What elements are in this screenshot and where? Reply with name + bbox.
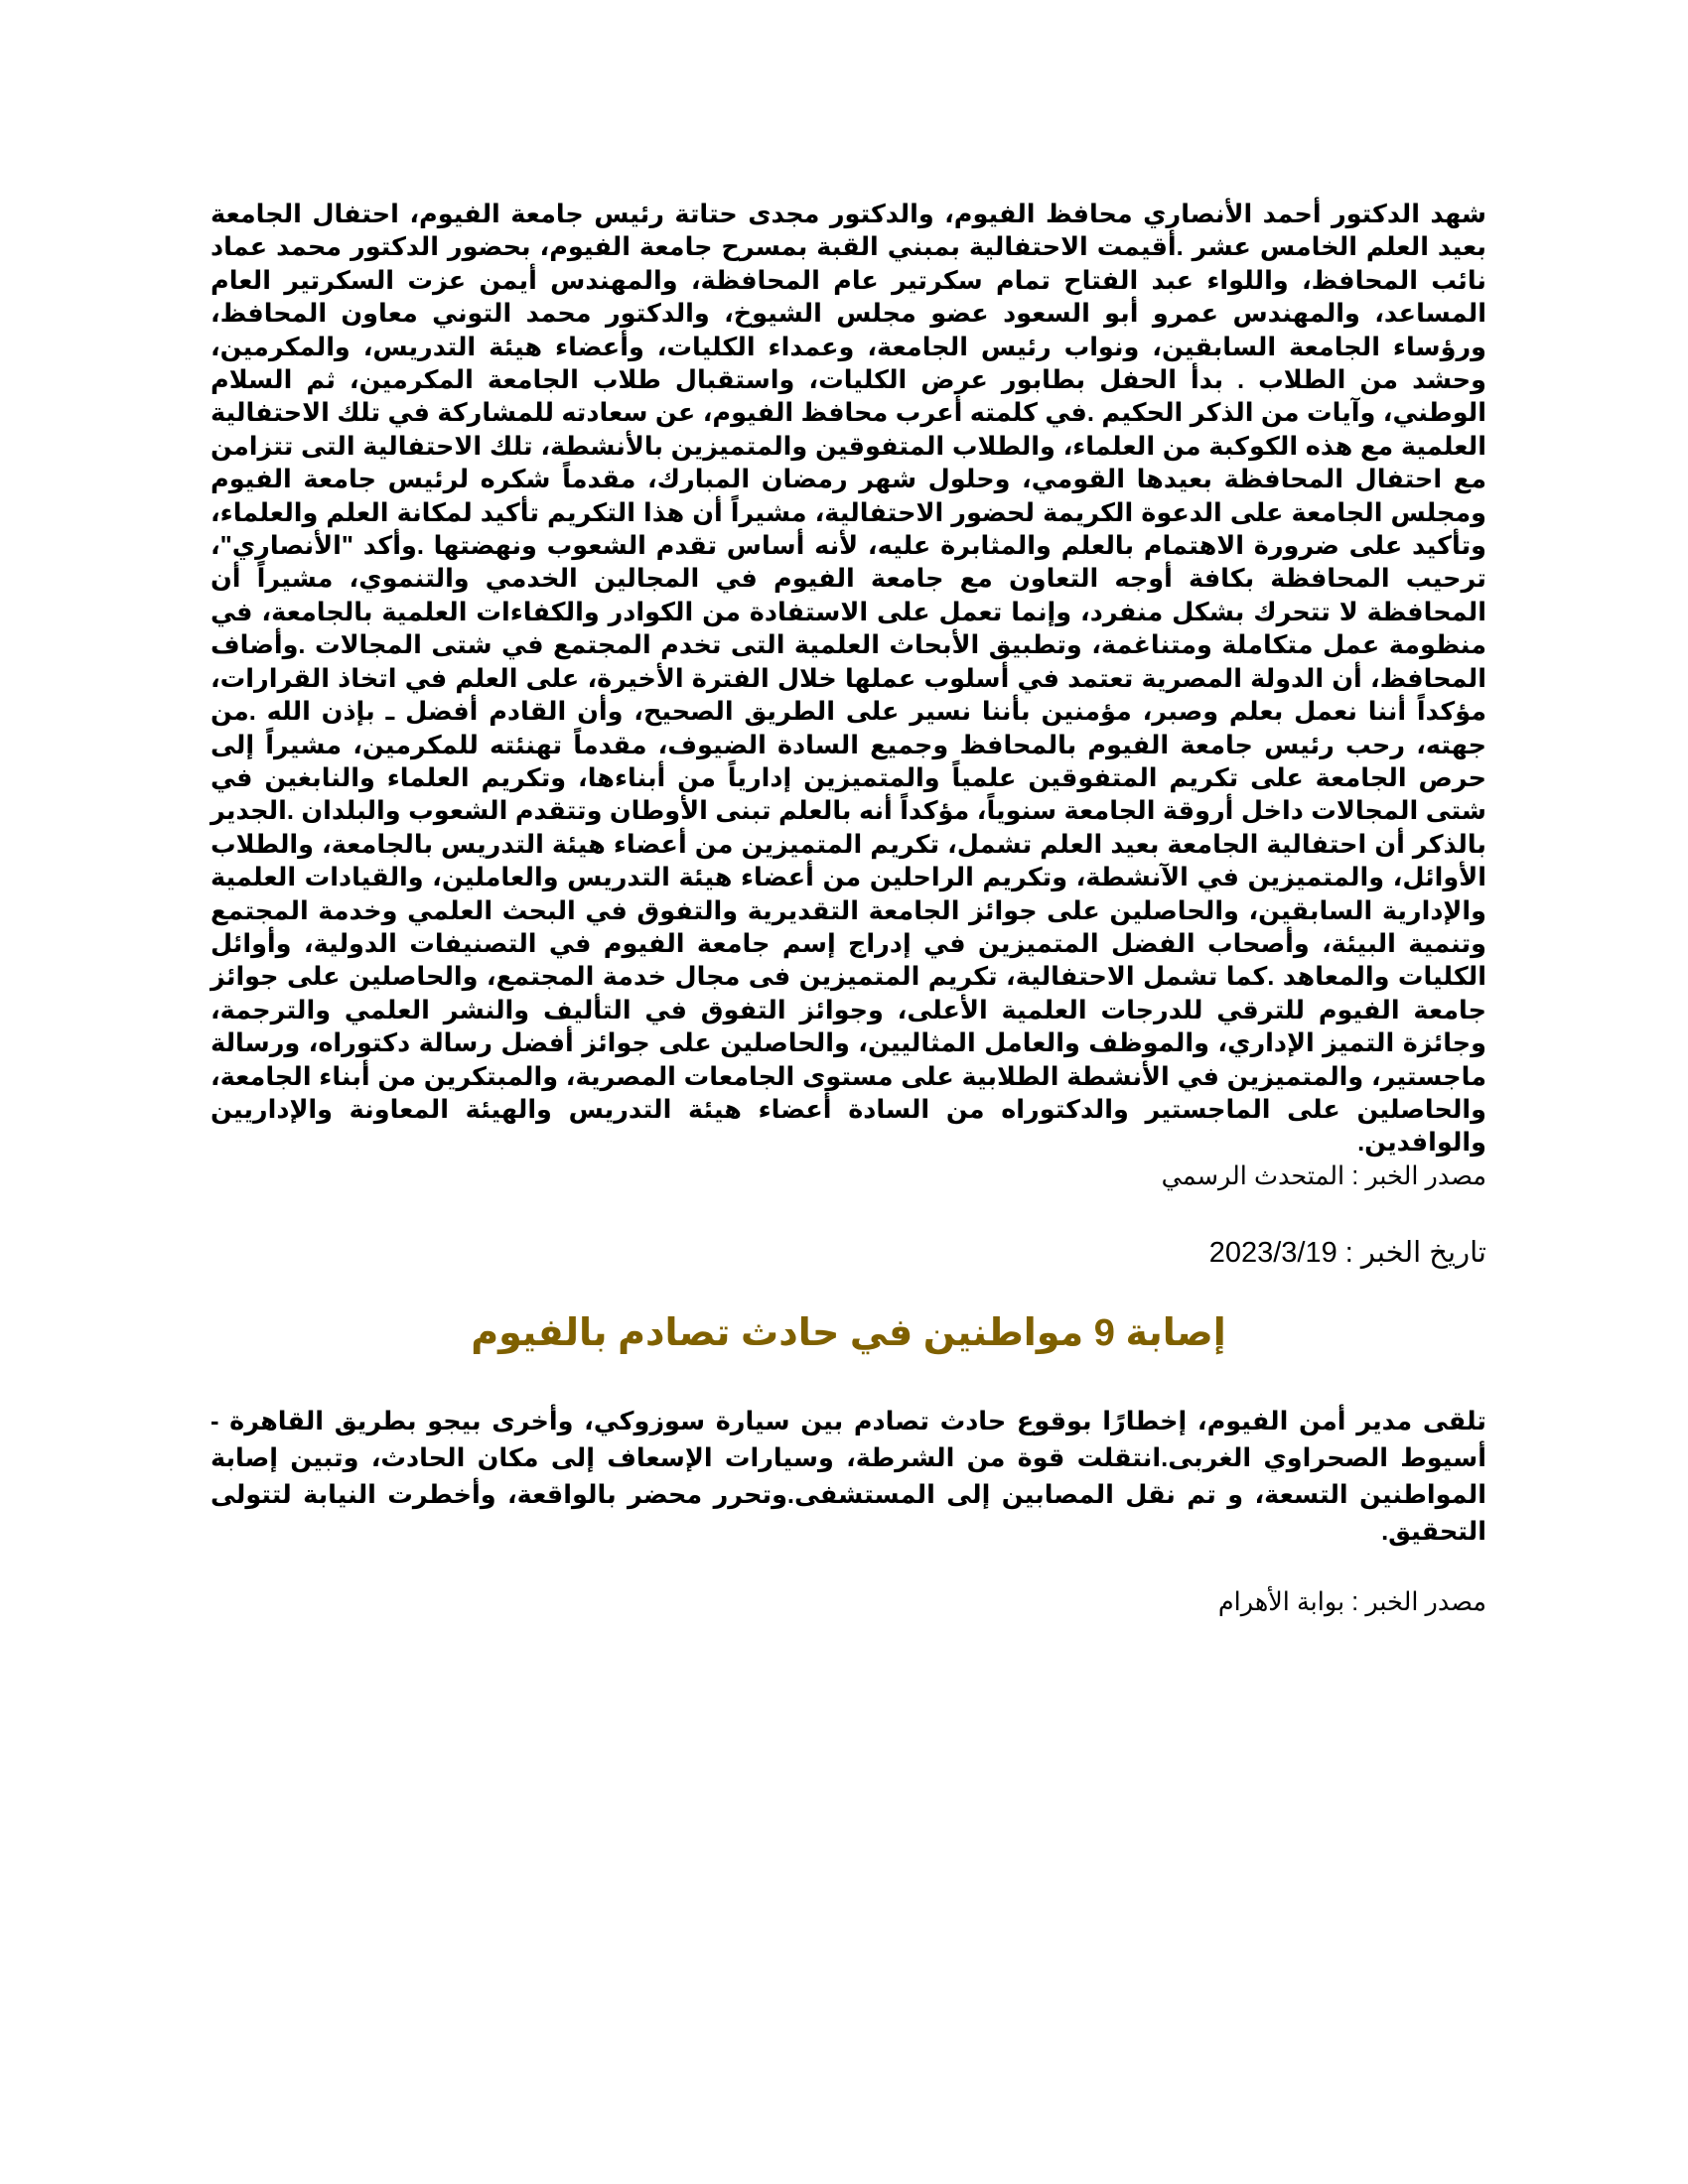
article-source-2: مصدر الخبر : بوابة الأهرام <box>1217 1588 1486 1617</box>
article-body-2: تلقى مدير أمن الفيوم، إخطارًا بوقوع حادث تصادم بين سيارة سوزوكي، وأخرى بيجو بطريق القاهرة - أسيوط الصحراوي الغربى.انتقلت قوة من الشرطة، وسيارات الإسعاف إلى مكان الحادث، وتبين إصابة المواطنين التسعة، و تم نقل المصابين إلى المستشفى.وتحرر محضر بالواقعة، وأخطرت النيابة لتتولى التحقيق. <box>211 1408 1486 1547</box>
news-date: تاريخ الخبر : 2023/3/19 <box>1208 1237 1486 1270</box>
article-source: مصدر الخبر : المتحدث الرسمي <box>1161 1161 1486 1190</box>
article-headline: إصابة 9 مواطنين في حادث تصادم بالفيوم <box>471 1312 1226 1355</box>
article-body: شهد الدكتور أحمد الأنصاري محافظ الفيوم، والدكتور مجدى حتاتة رئيس جامعة الفيوم، احتفال الجامعة بعيد العلم الخامس عشر .أقيمت الاحتفالية بمبني القبة بمسرح جامعة الفيوم، بحضور الدكتور محمد عماد نائب المحافظ، واللواء عبد الفتاح تمام سكرتير عام المحافظة، والمهندس أيمن عزت السكرتير العام المساعد، والمهندس عمرو أبو السعود عضو مجلس الشيوخ، والدكتور محمد التوني معاون المحافظ، ورؤساء الجامعة السابقين، ونواب رئيس الجامعة، وعمداء الكليات، وأعضاء هيئة التدريس، والمكرمين، وحشد من الطلاب . بدأ الحفل بطابور عرض الكليات، واستقبال طلاب الجامعة المكرمين، ثم السلام الوطني، وآيات من الذكر الحكيم .في كلمته أعرب محافظ الفيوم، عن سعادته للمشاركة في تلك الاحتفالية العلمية مع هذه الكوكبة من العلماء، والطلاب المتفوقين والمتميزين بالأنشطة، تلك الاحتفالية التى تتزامن مع احتفال المحافظة بعيدها القومي، وحلول شهر رمضان المبارك، مقدماً شكره لرئيس جامعة الفيوم ومجلس الجامعة على الدعوة الكريمة لحضور الاحتفالية، مشيراً أن هذا التكريم تأكيد لمكانة العلم والعلماء، وتأكيد على ضرورة الاهتمام بالعلم والمثابرة عليه، لأنه أساس تقدم الشعوب ونهضتها .وأكد "الأنصاري"، ترحيب المحافظة بكافة أوجه التعاون مع جامعة الفيوم في المجالين الخدمي والتنموي، مشيراً أن المحافظة لا تتحرك بشكل منفرد، وإنما تعمل على الاستفادة من الكوادر والكفاءات العلمية بالجامعة، في منظومة عمل متكاملة ومتناغمة، وتطبيق الأبحاث العلمية التى تخدم المجتمع في شتى المجالات .وأضاف المحافظ، أن الدولة المصرية تعتمد في أسلوب عملها خلال الفترة الأخيرة، على العلم في اتخاذ القرارات، مؤكداً أننا نعمل بعلم وصبر، مؤمنين بأننا نسير على الطريق الصحيح، وأن القادم أفضل ـ بإذن الله .من جهته، رحب رئيس جامعة الفيوم بالمحافظ وجميع السادة الضيوف، مقدماً تهنئته للمكرمين، مشيراً إلى حرص الجامعة على تكريم المتفوقين علمياً والمتميزين إدارياً من أبناءها، وتكريم العلماء والنابغين في شتى المجالات داخل أروقة الجامعة سنوياً، مؤكداً أنه بالعلم تبنى الأوطان وتتقدم الشعوب والبلدان .الجدير بالذكر أن احتفالية الجامعة بعيد العلم تشمل، تكريم المتميزين من أعضاء هيئة التدريس بالجامعة، والطلاب الأوائل، والمتميزين في الآنشطة، وتكريم الراحلين من أعضاء هيئة التدريس والعاملين، والقيادات العلمية والإدارية السابقين، والحاصلين على جوائز الجامعة التقديرية والتفوق في البحث العلمي وخدمة المجتمع وتنمية البيئة، وأصحاب الفضل المتميزين في إدراج إسم جامعة الفيوم في التصنيفات الدولية، وأوائل الكليات والمعاهد .كما تشمل الاحتفالية، تكريم المتميزين فى مجال خدمة المجتمع، والحاصلين على جوائز جامعة الفيوم للترقي للدرجات العلمية الأعلى، وجوائز التفوق في التأليف والنشر العلمي والترجمة، وجائزة التميز الإداري، والموظف والعامل المثاليين، والحاصلين على جوائز أفضل رسالة دكتوراه، ورسالة ماجستير، والمتميزين في الأنشطة الطلابية على مستوى الجامعات المصرية، والمبتكرين من أبناء الجامعة، والحاصلين على الماجستير والدكتوراه من السادة أعضاء هيئة التدريس والهيئة المعاونة والإداريين والوافدين. <box>211 201 1486 1158</box>
document-page <box>211 199 1486 1619</box>
